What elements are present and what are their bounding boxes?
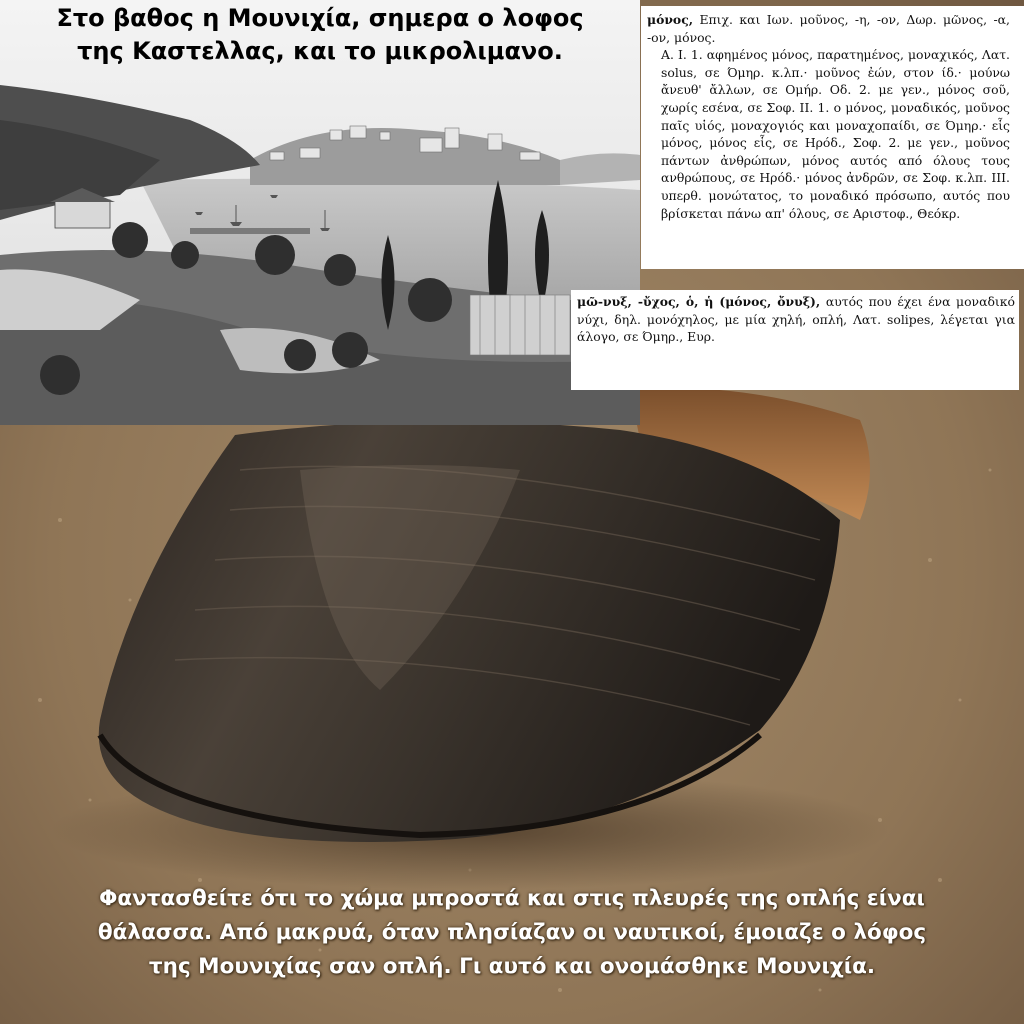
dictionary-entry-monos [641, 6, 1024, 269]
entry-headword: μόνος, [647, 12, 694, 27]
entry-definition: αυτός που έχει ένα μοναδικό νύχι, δηλ. μονόχηλος, με μία χηλή, οπλή, Λατ. solipes, λέγεται για άλογο, σε Όμηρ., Ευρ. [577, 294, 1015, 345]
entry-headword: μῶ-νυξ, -ὔχος, ὁ, ἡ (μόνος, ὄνυξ), [577, 294, 821, 309]
dictionary-entry-monyx [571, 290, 1019, 390]
historical-photo-kastella [0, 0, 640, 425]
explanation-caption: Φαντασθείτε ότι το χώμα μπροστά και στις πλευρές της οπλής είναι θάλασσα. Από μακρυά, όταν πλησίαζαν οι ναυτικοί, έμοιαζε ο λόφος της Μουνιχίας σαν οπλή. Γι αυτό και ονομάσθηκε Μουνιχία. [97, 886, 927, 979]
photo-caption: Στο βαθος η Μουνιχία, σημερα ο λοφος της Καστελλας, και το μικρολιμανο. [56, 4, 584, 65]
entry-grammar: Επιχ. και Ιων. μοῦνος, -η, -ον, Δωρ. μῶνος, -α, -ον, μόνος. [647, 12, 1010, 45]
entry-definition: A. I. 1. αφημένος μόνος, παρατημένος, μοναχικός, Λατ. solus, σε Όμηρ. κ.λπ.· μοῦνος ἐών, στον ίδ.· μούνω ἄνευθ' ἄλλων, σε Ομήρ. Οδ. 2. με γεν., μόνος σοῦ, χωρίς εσένα, σε Σοφ. II. 1. ο μόνος, μοναδικός, μοῦνος παῖς υἱός, μοναχογιός και μοναχοπαίδι, σε Όμηρ.· εἷς μόνος, μόνος εἷς, σε Ηρόδ., Σοφ. 2. με γεν., μοῦνος πάντων ἀνθρώπων, μόνος αυτός από όλους τους ανθρώπους, σε Ηρόδ.· μόνος ἀνδρῶν, σε Σοφ. κ.λπ. III. υπερθ. μονώτατος, το μοναδικό πρόσωπο, αυτός που βρίσκεται πάνω απ' όλους, σε Αριστοφ., Θεόκρ. [661, 47, 1010, 221]
